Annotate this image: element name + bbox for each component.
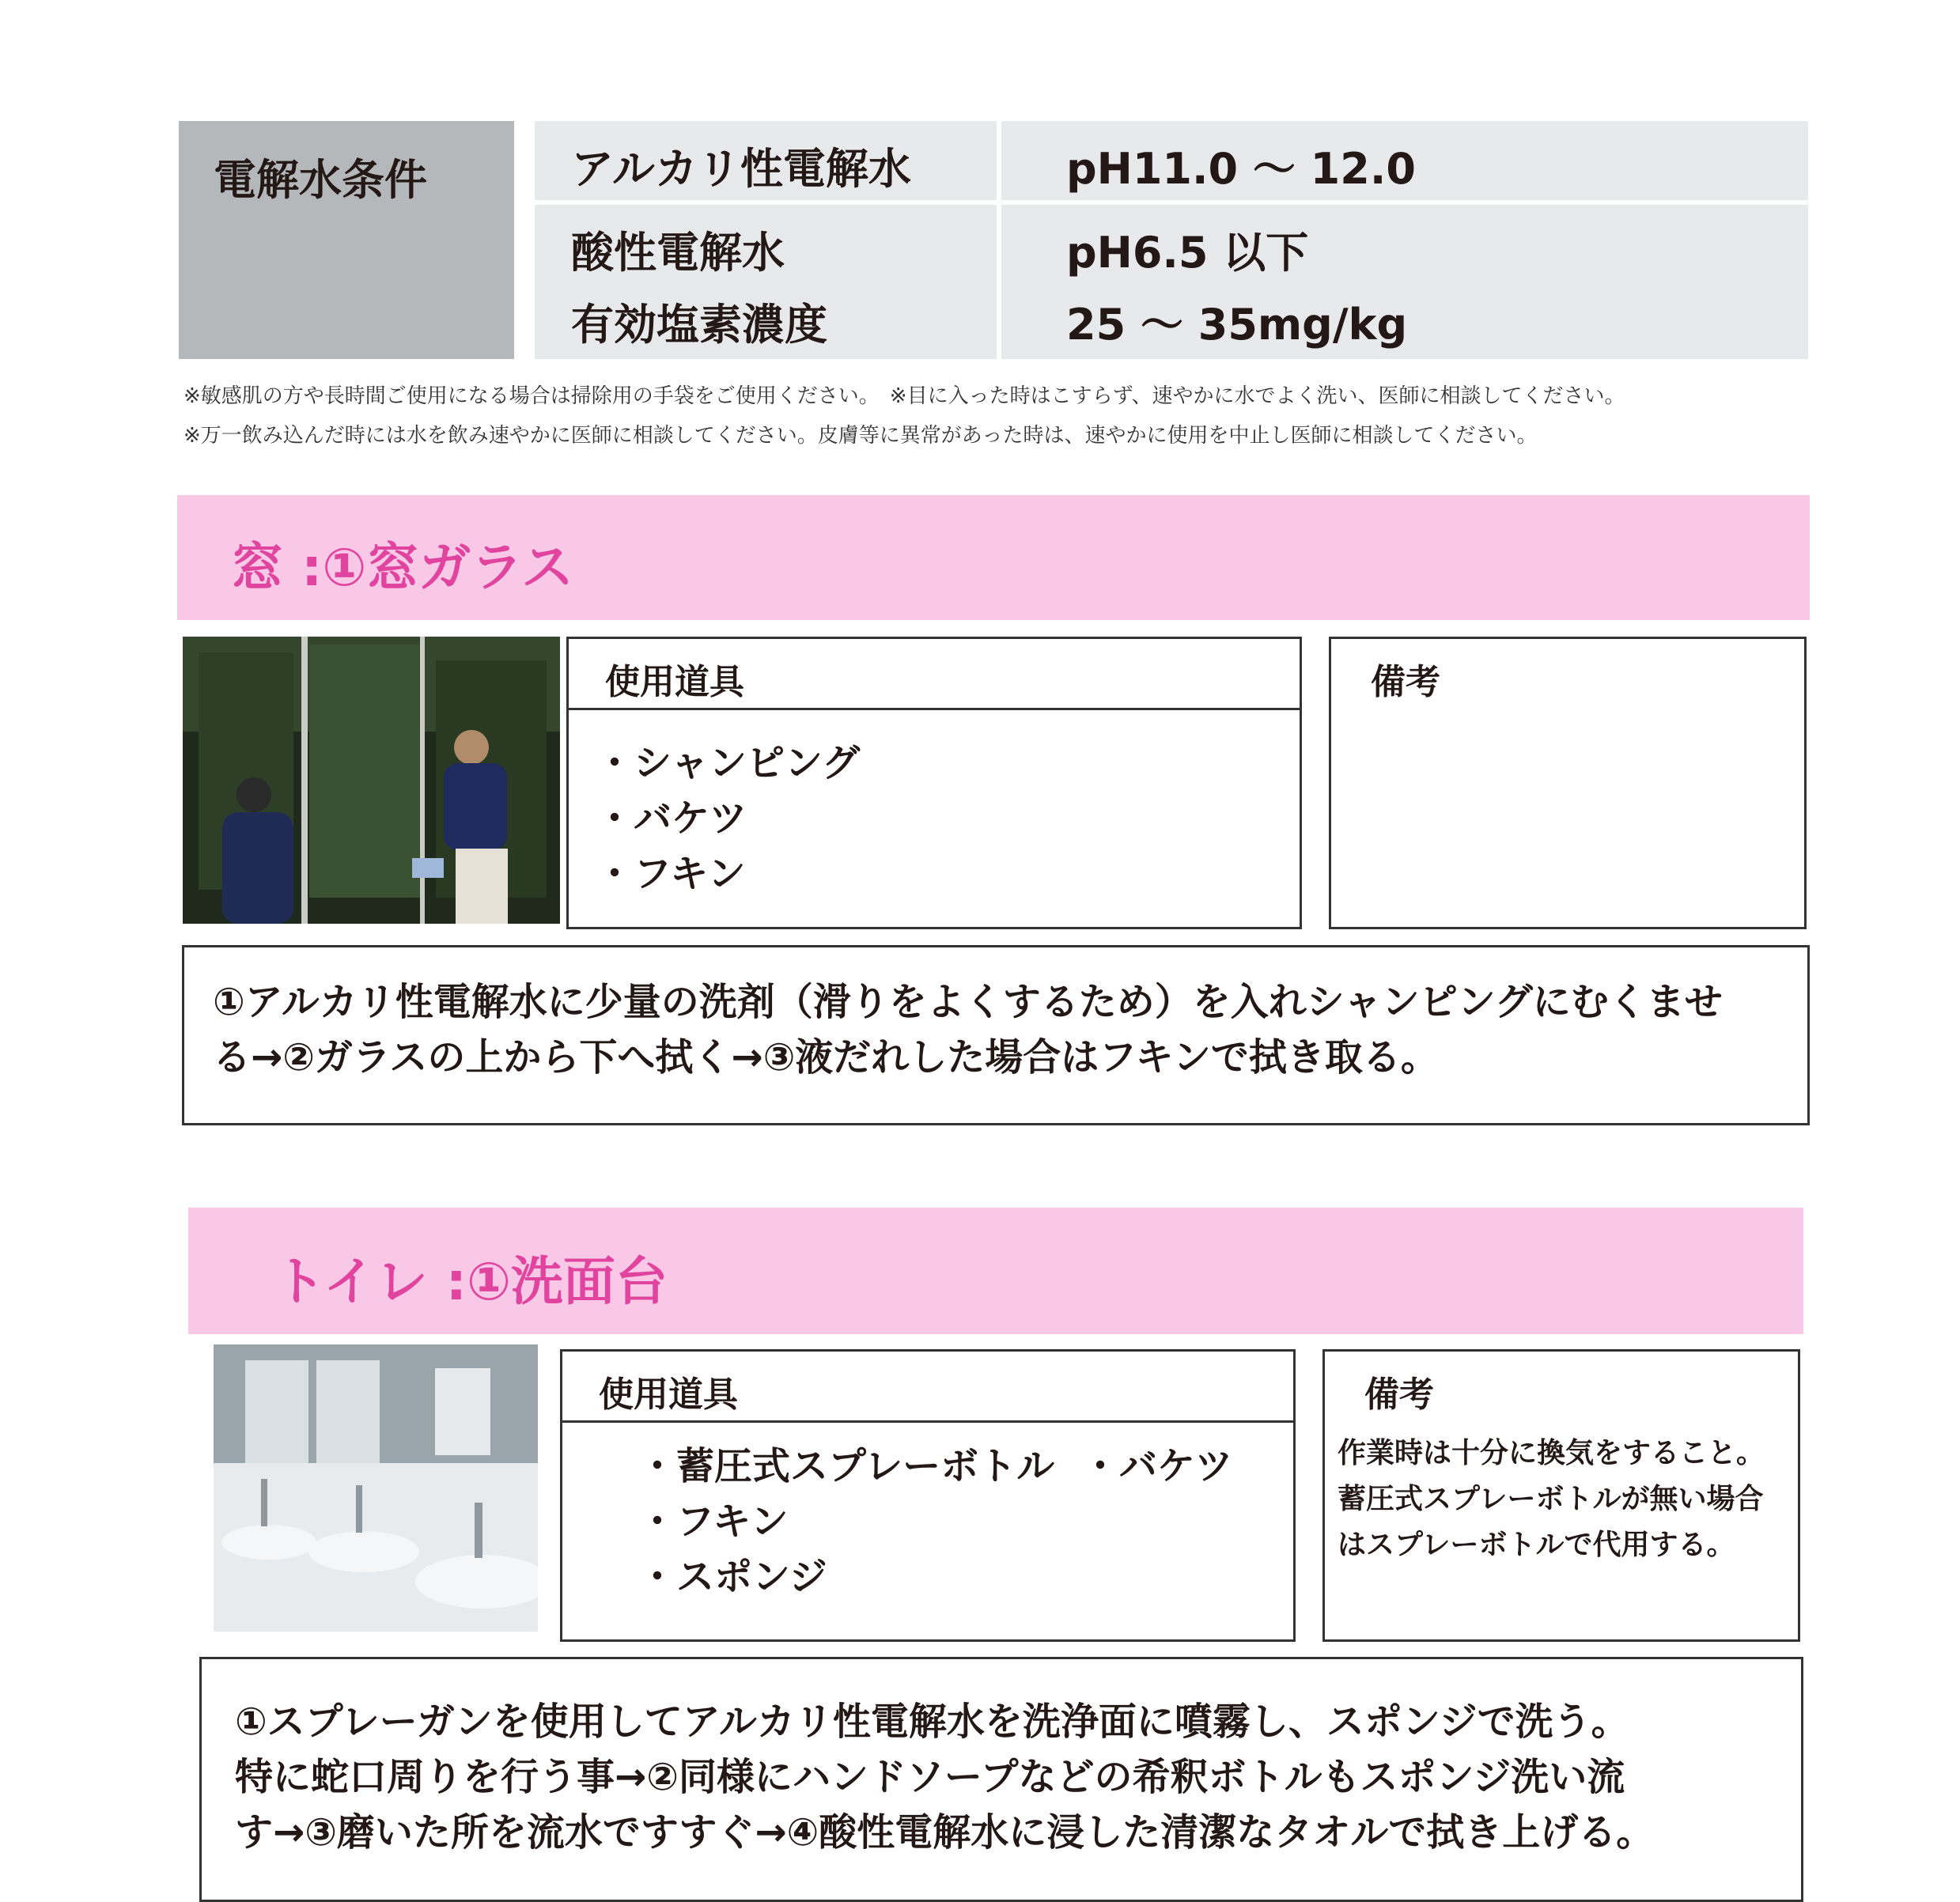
condition-name: アルカリ性電解水 <box>571 144 911 194</box>
conditions-label-cell <box>179 121 514 359</box>
procedure-line: 特に蛇口周りを行う事→②同様にハンドソープなどの希釈ボトルもスポンジ洗い流 <box>235 1755 1625 1799</box>
window-cleaning-photo <box>183 637 560 924</box>
tool-item: ・フキン <box>638 1499 789 1544</box>
remarks-header: 備考 <box>1364 1375 1434 1415</box>
tools-header-label: 使用道具 <box>605 662 744 702</box>
tool-item: ・フキン <box>596 852 746 896</box>
washbasin-photo <box>214 1344 538 1632</box>
section-title: 窓 :①窓ガラス <box>231 537 574 598</box>
procedure-line: ①スプレーガンを使用してアルカリ性電解水を洗浄面に噴霧し、スポンジで洗う。 <box>235 1700 1629 1744</box>
procedure-line: す→③磨いた所を流水ですすぐ→④酸性電解水に浸した清潔なタオルで拭き上げる。 <box>235 1810 1655 1855</box>
tools-box-toilet <box>560 1349 1296 1642</box>
column-divider <box>997 121 1001 200</box>
remark-line: 作業時は十分に換気をすること。 <box>1338 1437 1765 1469</box>
condition-value: 25 〜 35mg/kg <box>1066 300 1408 350</box>
section-title: トイレ :①洗面台 <box>274 1251 668 1312</box>
tool-item: ・スポンジ <box>638 1555 827 1599</box>
tools-header <box>562 1352 1293 1423</box>
tools-header <box>569 639 1300 710</box>
procedure-box-window <box>182 945 1810 1125</box>
tools-box-window <box>566 637 1302 929</box>
procedure-line: ①アルカリ性電解水に少量の洗剤（滑りをよくするため）を入れシャンピングにむくませ <box>213 980 1723 1024</box>
column-divider <box>997 205 1001 284</box>
section-header-toilet <box>188 1208 1803 1334</box>
condition-value: pH11.0 〜 12.0 <box>1066 144 1416 194</box>
remark-line: 蓄圧式スプレーボトルが無い場合 <box>1338 1483 1764 1515</box>
remark-line: はスプレーボトルで代用する。 <box>1338 1529 1735 1561</box>
remarks-header: 備考 <box>1371 662 1440 702</box>
remarks-box-toilet <box>1322 1349 1800 1642</box>
procedure-box-toilet <box>199 1657 1803 1902</box>
procedure-line: る→②ガラスの上から下へ拭く→③液だれした場合はフキンで拭き取る。 <box>213 1035 1439 1080</box>
tool-item: ・バケツ <box>1081 1444 1233 1488</box>
condition-value: pH6.5 以下 <box>1066 228 1309 278</box>
remarks-box-window <box>1329 637 1807 929</box>
condition-name: 有効塩素濃度 <box>571 300 827 350</box>
condition-name: 酸性電解水 <box>571 228 785 278</box>
section-header-window <box>177 495 1810 620</box>
condition-row-alkaline <box>535 121 1808 200</box>
tool-item: ・シャンピング <box>596 741 861 785</box>
caution-note-1: ※敏感肌の方や長時間ご使用になる場合は掃除用の手袋をご使用ください。 ※目に入った時はこすらず、速やかに水でよく洗い、医師に相談してください。 <box>184 384 1625 408</box>
condition-row-acidic <box>535 205 1808 284</box>
conditions-label: 電解水条件 <box>214 155 427 205</box>
tool-item: ・蓄圧式スプレーボトル <box>638 1444 1055 1488</box>
condition-row-chlorine <box>535 283 1808 359</box>
caution-note-2: ※万一飲み込んだ時には水を飲み速やかに医師に相談してください。皮膚等に異常があった時は、速やかに使用を中止し医師に相談してください。 <box>184 424 1538 448</box>
tool-item: ・バケツ <box>596 796 747 841</box>
column-divider <box>997 283 1001 359</box>
tools-header-label: 使用道具 <box>599 1375 738 1415</box>
